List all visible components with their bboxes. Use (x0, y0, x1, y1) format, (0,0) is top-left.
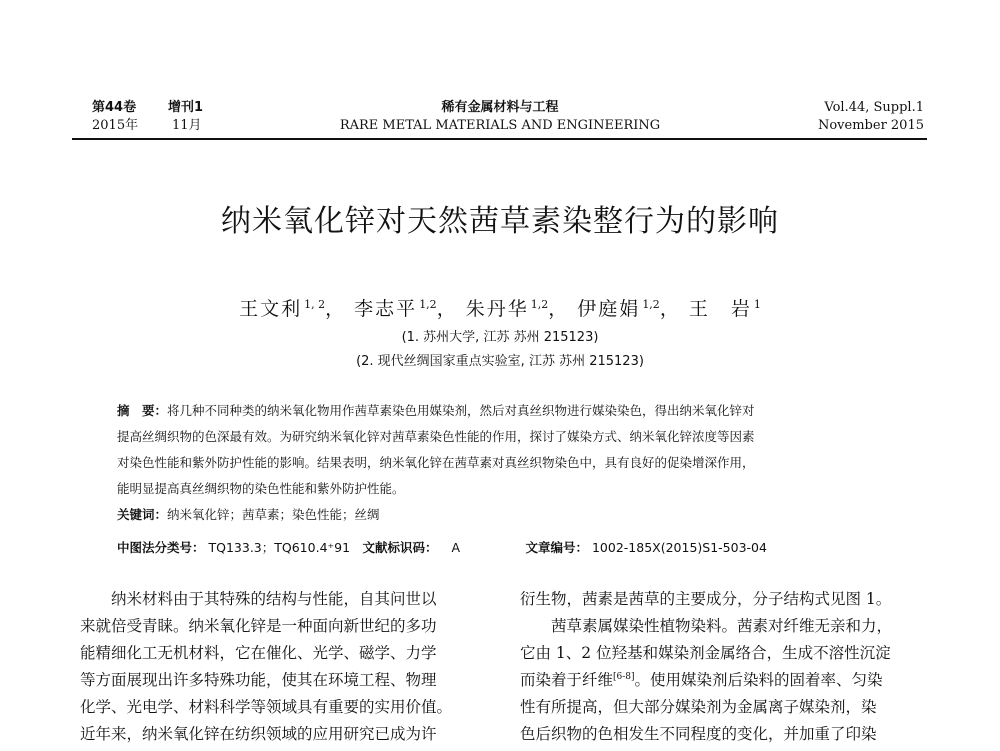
body-column-right (520, 586, 930, 748)
keywords-label: 关键词： (117, 507, 168, 522)
body-line: 来就倍受青睐。纳米氧化锌是一种面向新世纪的多功 (80, 617, 437, 635)
header-rule (72, 138, 927, 140)
author-affil-mark: 1 (753, 297, 761, 311)
affiliation-1: (1. 苏州大学, 江苏 苏州 215123) (401, 330, 599, 345)
volume-en: Vol.44, Suppl.1 (824, 100, 924, 115)
body-column-left (80, 586, 490, 748)
citation-ref: [6-8] (613, 671, 635, 682)
body-line: 性有所提高，但大部分媒染剂为金属离子媒染剂，染 (520, 698, 877, 716)
doc-code-label: 文献标识码： (362, 540, 438, 555)
author-affil-mark: 1,2 (419, 297, 437, 311)
keywords-text: 纳米氧化锌；茜草素；染色性能；丝绸 (167, 507, 380, 522)
body-line: 化学、光电学、材料科学等领域具有重要的实用价值。 (80, 698, 453, 716)
body-text: 而染着于纤维 (520, 671, 614, 689)
body-line: 衍生物，茜素是茜草的主要成分，分子结构式见图 1。 (520, 590, 892, 608)
clc-value: TQ133.3；TQ610.4⁺91 (208, 540, 351, 555)
author-affil-mark: 1,2 (642, 297, 660, 311)
abstract-line: 对染色性能和紫外防护性能的影响。结果表明，纳米氧化锌在茜草素对真丝织物染色中，具有良好的促染增深作用， (117, 455, 755, 470)
body-text: 。使用媒染剂后染料的固着率、匀染 (634, 671, 883, 689)
date-en: November 2015 (817, 118, 924, 133)
volume-cn: 第44卷 (92, 100, 137, 115)
year-cn: 2015年 (92, 118, 139, 133)
body-line: 纳米材料由于其特殊的结构与性能，自其问世以 (80, 590, 437, 608)
author-affil-mark: 1,2 (530, 297, 549, 311)
body-line: 色后织物的色相发生不同程度的变化，并加重了印染 (520, 725, 877, 743)
author-name: 王文利 (239, 298, 303, 320)
article-number-label: 文章编号： (525, 540, 588, 555)
body-line: 它由 1、2 位羟基和媒染剂金属络合，生成不溶性沉淀 (520, 644, 891, 662)
author-list: 王文利 $^{1, 2}$， 李志平 $^{1,2}$， 朱丹华 $^{1,2}$， 伊庭娟 $^{1,2}$， 王 岩 $^1$ (239, 297, 761, 320)
author-name: 王 岩 (688, 298, 752, 320)
month-cn: 11月 (172, 118, 202, 133)
author-name: 伊庭娟 (577, 298, 641, 320)
classification-line (117, 538, 767, 556)
abstract-line: 将几种不同种类的纳米氧化物用作茜草素染色用媒染剂，然后对真丝织物进行媒染染色，得出纳米氧化锌对 (167, 403, 755, 418)
clc-label: 中图法分类号： (117, 540, 205, 555)
author-name: 李志平 (354, 298, 418, 320)
abstract-line: 能明显提高真丝绸织物的染色性能和紫外防护性能。 (117, 481, 405, 496)
author-name: 朱丹华 (465, 298, 529, 320)
doc-code-value: A (451, 540, 461, 555)
affiliation-2: (2. 现代丝绸国家重点实验室, 江苏 苏州 215123) (356, 354, 644, 369)
body-line: 近年来，纳米氧化锌在纺织领域的应用研究已成为许 (80, 725, 437, 743)
paper-title: 纳米氧化锌对天然茜草素染整行为的影响 (221, 204, 779, 239)
issue-cn: 增刊1 (168, 100, 204, 115)
body-line: 茜草素属媒染性植物染料。茜素对纤维无亲和力， (520, 617, 893, 635)
body-line: 能精细化工无机材料，它在催化、光学、磁学、力学 (80, 644, 437, 662)
body-line (520, 667, 930, 694)
body-line: 等方面展现出许多特殊功能，使其在环境工程、物理 (80, 671, 437, 689)
abstract-line: 提高丝绸织物的色深最有效。为研究纳米氧化锌对茜草素染色性能的作用，探讨了媒染方式、纳米氧化锌浓度等因素 (117, 429, 755, 444)
abstract (117, 398, 907, 528)
abstract-label: 摘 要： (117, 403, 168, 418)
author-affil-mark: 1, 2 (304, 297, 326, 311)
article-number-value: 1002-185X(2015)S1-503-04 (591, 540, 767, 555)
journal-title-en: RARE METAL MATERIALS AND ENGINEERING (339, 118, 661, 133)
journal-title-cn: 稀有金属材料与工程 (441, 100, 559, 115)
